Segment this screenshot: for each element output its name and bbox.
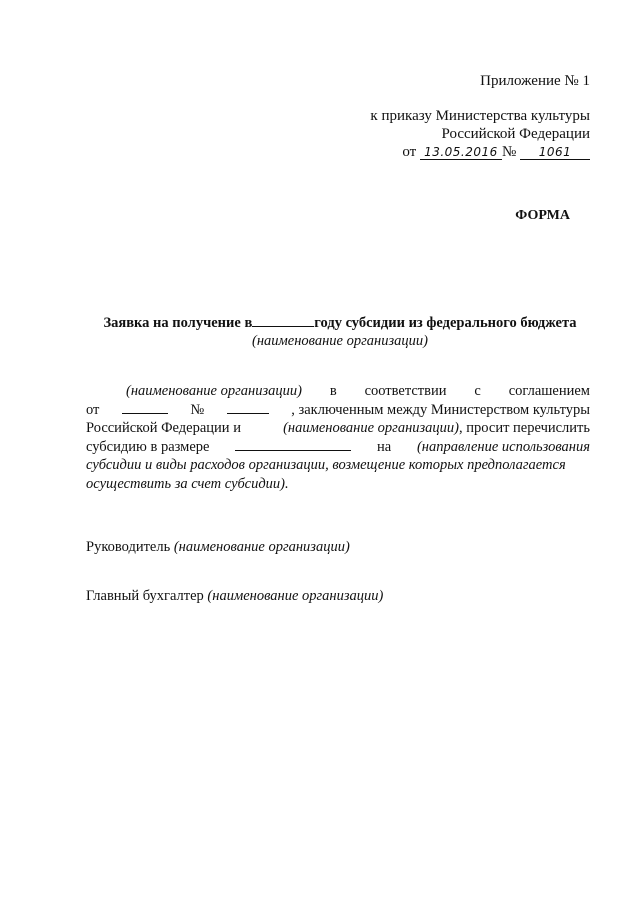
number-prefix: № [501, 144, 517, 160]
body-line-5: субсидии и виды расходов организации, возмещение которых предполагается [86, 457, 566, 473]
order-date-line [370, 143, 590, 161]
year-blank [252, 314, 314, 327]
agreement-date-blank [122, 401, 168, 414]
word: в [329, 383, 337, 399]
order-line-1: к приказу Министерства культуры [370, 108, 590, 124]
body-line-1 [86, 382, 590, 401]
word: соответствии [364, 383, 447, 399]
director-org: (наименование организации) [173, 539, 350, 555]
accountant-signature-line [86, 588, 383, 605]
document-title [60, 314, 620, 332]
text: субсидию в размере [86, 438, 210, 455]
word: на [376, 438, 392, 455]
date-prefix: от [402, 144, 417, 160]
director-label: Руководитель [86, 539, 171, 555]
word: соглашением [508, 383, 590, 399]
word: № [190, 401, 205, 418]
title-block [60, 314, 620, 350]
title-part-2: году субсидии из федерального бюджета [314, 315, 577, 331]
word: от [86, 401, 100, 418]
agreement-number-blank [227, 401, 269, 414]
accountant-org: (наименование организации) [207, 588, 384, 604]
appendix-label [480, 72, 590, 90]
handwritten-date: 13.05.2016 [420, 145, 502, 160]
body-line-6: осуществить за счет субсидии). [86, 475, 289, 492]
order-line-2: Российской Федерации [441, 126, 590, 142]
form-label: ФОРМА [515, 208, 570, 223]
text: Российской Федерации и [86, 420, 241, 436]
org-placeholder: (наименование организации) [126, 383, 302, 399]
appendix-text: Приложение № 1 [480, 73, 590, 89]
word: с [474, 383, 481, 399]
application-body [86, 382, 590, 493]
title-org-name: (наименование организации) [252, 333, 428, 349]
body-line-2 [86, 401, 590, 420]
accountant-label: Главный бухгалтер [86, 588, 204, 604]
body-line-3 [86, 419, 590, 438]
text: , просит перечислить [459, 420, 590, 436]
handwritten-number: 1061 [520, 145, 590, 160]
text: , заключенным между Министерством культуры [291, 401, 590, 418]
purpose-placeholder: (направление использования [416, 438, 590, 455]
amount-blank [235, 438, 351, 451]
org-placeholder: (наименование организации) [283, 420, 460, 436]
title-part-1: Заявка на получение в [103, 315, 253, 331]
director-signature-line [86, 539, 350, 556]
order-reference [370, 107, 590, 161]
body-line-4 [86, 438, 590, 457]
